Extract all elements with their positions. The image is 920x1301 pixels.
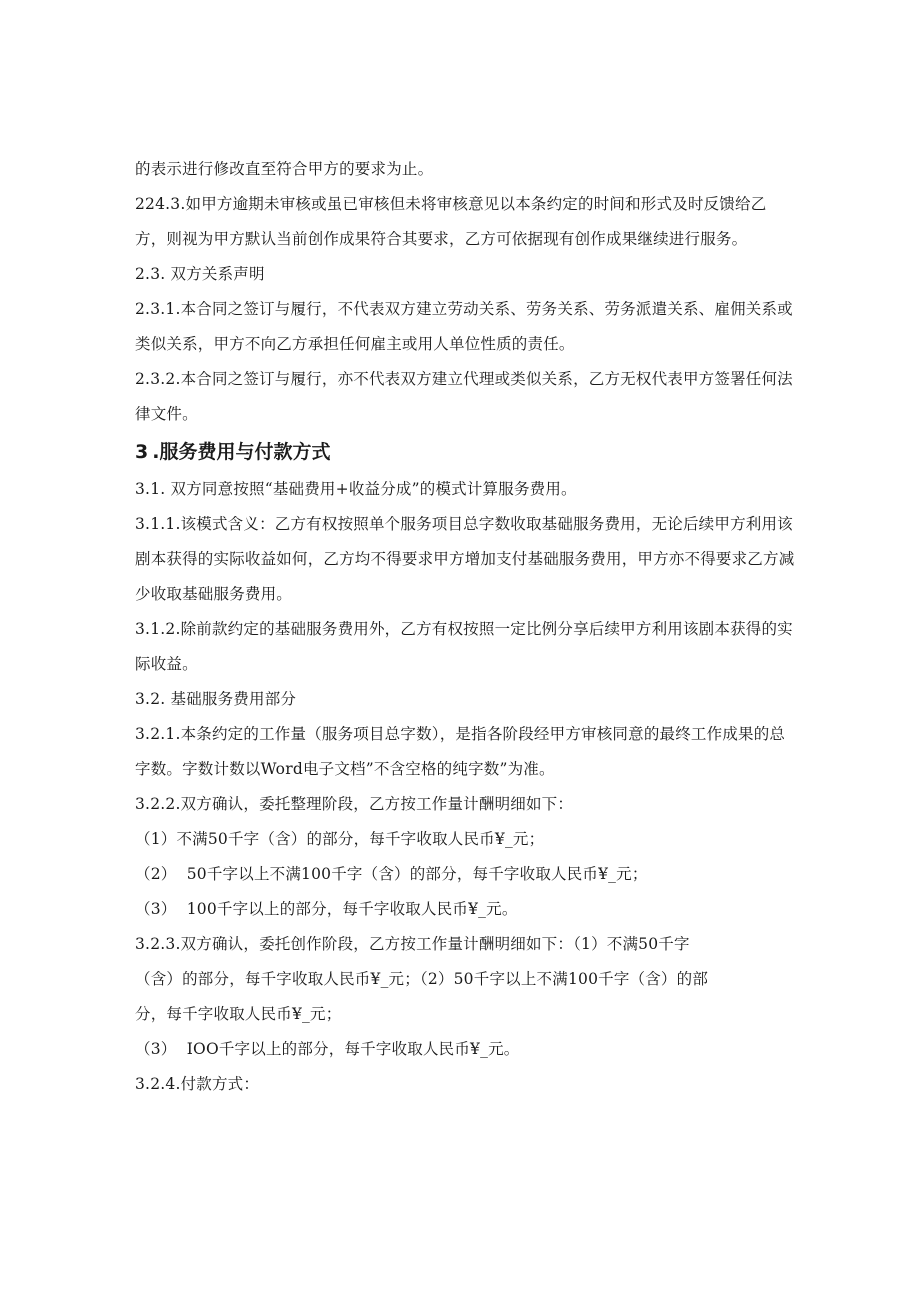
paragraph-3-2-3-line: 3.2.3.双方确认，委托创作阶段，乙方按工作量计酬明细如下：（1）不满50千字	[135, 935, 690, 953]
section-number: 3	[135, 441, 149, 463]
paragraph-3-1-2: 3.1.2.除前款约定的基础服务费用外，乙方有权按照一定比例分享后续甲方利用该剧本获得的实际收益。	[135, 620, 793, 673]
list-item: （3） 100千字以上的部分，每千字收取人民币¥_元。	[135, 900, 518, 918]
section-title: .服务费用与付款方式	[152, 441, 331, 463]
list-item: （3） IOO千字以上的部分，每千字收取人民币¥_元。	[135, 1040, 520, 1058]
document-page	[135, 152, 795, 1102]
paragraph-3-2-3-line: 分，每千字收取人民币¥_元；	[135, 1005, 342, 1023]
list-item: （2） 50千字以上不满100千字（含）的部分，每千字收取人民币¥_元；	[135, 865, 648, 883]
paragraph-3-2-2: 3.2.2.双方确认，委托整理阶段，乙方按工作量计酬明细如下：	[135, 795, 574, 813]
list-item: （1）不满50千字（含）的部分，每千字收取人民币¥_元；	[135, 830, 545, 848]
paragraph-2-2-4-3: 224.3.如甲方逾期未审核或虽已审核但未将审核意见以本条约定的时间和形式及时反馈给乙方，则视为甲方默认当前创作成果符合其要求，乙方可依据现有创作成果继续进行服务。	[135, 195, 767, 248]
paragraph-3-1-1: 3.1.1.该模式含义：乙方有权按照单个服务项目总字数收取基础服务费用，无论后续甲方利用该剧本获得的实际收益如何，乙方均不得要求甲方增加支付基础服务费用，甲方亦不得要求乙方减少收取基础服务费用。	[135, 515, 795, 603]
paragraph-2-3-2: 2.3.2.本合同之签订与履行，亦不代表双方建立代理或类似关系，乙方无权代表甲方签署任何法律文件。	[135, 370, 793, 423]
paragraph-3-1: 3.1. 双方同意按照“基础费用+收益分成”的模式计算服务费用。	[135, 480, 577, 498]
subheading-3-2: 3.2. 基础服务费用部分	[135, 690, 297, 708]
paragraph-3-2-4: 3.2.4.付款方式：	[135, 1075, 260, 1093]
paragraph-3-2-1: 3.2.1.本条约定的工作量（服务项目总字数），是指各阶段经甲方审核同意的最终工作成果的总字数。字数计数以Word电子文档”不含空格的纯字数”为准。	[135, 725, 786, 778]
paragraph-2-3-1: 2.3.1.本合同之签订与履行，不代表双方建立劳动关系、劳务关系、劳务派遣关系、雇佣关系或类似关系，甲方不向乙方承担任何雇主或用人单位性质的责任。	[135, 300, 793, 353]
paragraph-3-2-3-line: （含）的部分，每千字收取人民币¥_元；（2）50千字以上不满100千字（含）的部	[135, 970, 709, 988]
subheading-2-3: 2.3. 双方关系声明	[135, 265, 265, 283]
section-heading-3	[135, 432, 795, 472]
paragraph-continuation: 的表示进行修改直至符合甲方的要求为止。	[135, 160, 434, 178]
